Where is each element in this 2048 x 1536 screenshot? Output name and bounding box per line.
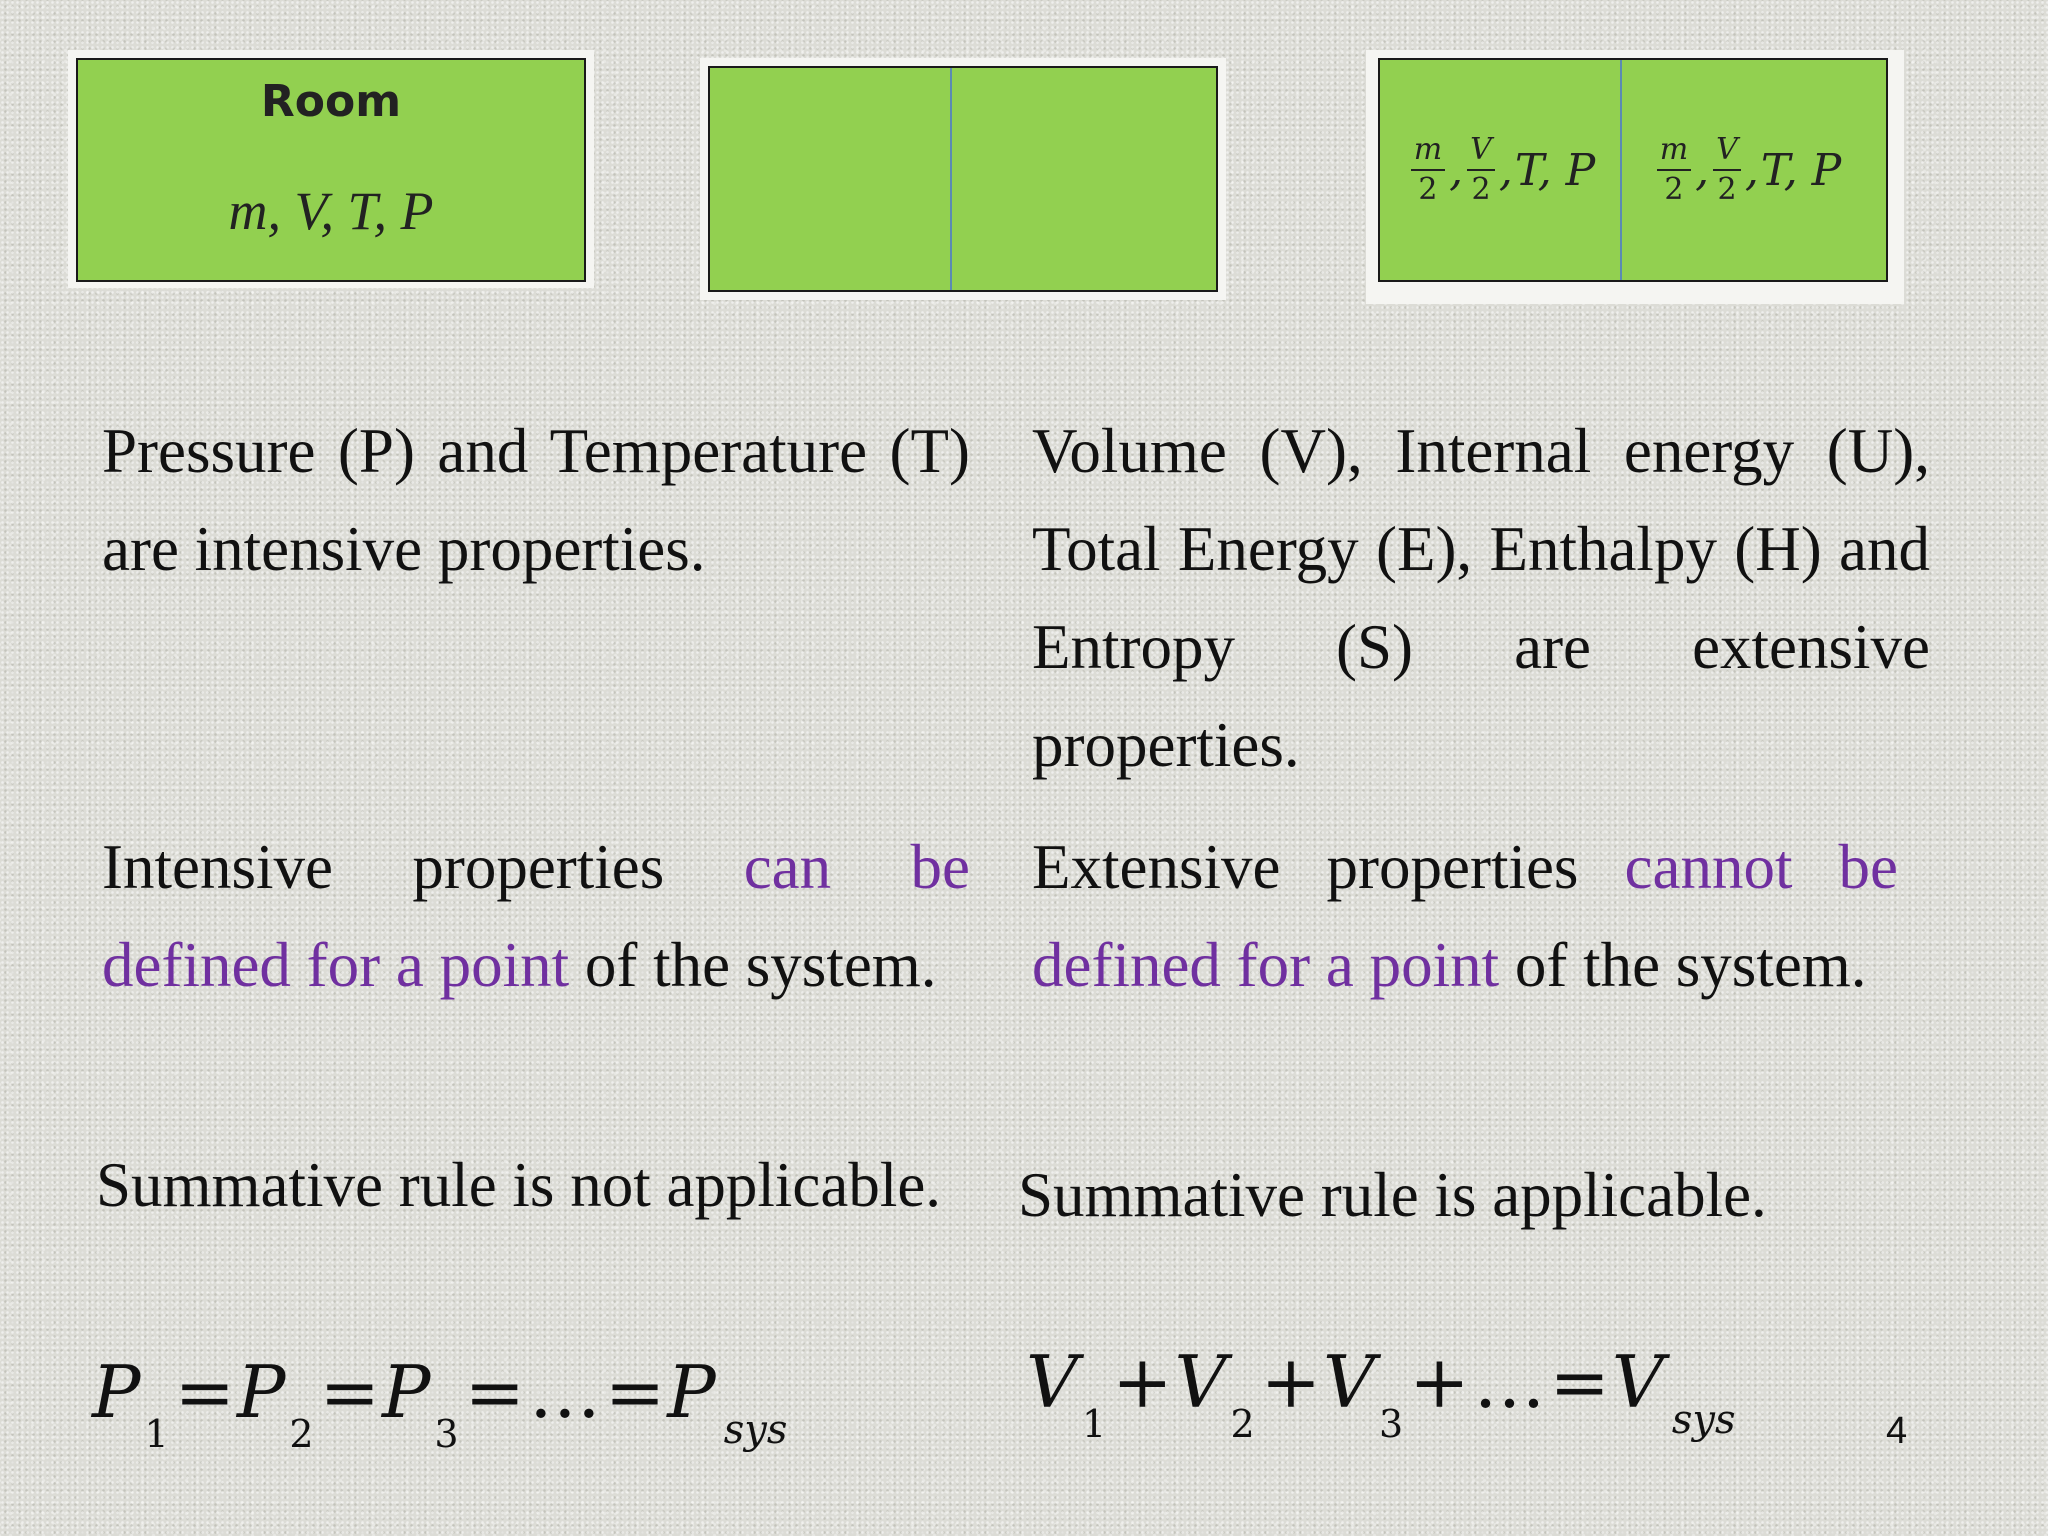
volume-half-fraction: $\frac{V}{2}$ [1467,131,1495,209]
extensive-definition: Volume (V), Internal energy (U), Total Energy (E), Enthalpy (H) and Entropy (S) are extensive properties. [1032,416,1930,780]
right-half-state: $\frac{m}{2}$ , $\frac{V}{2}$ , T, P [1626,60,1870,280]
intensive-summative-rule: Summative rule is not applicable. [96,1150,942,1220]
intensive-definition: Pressure (P) and Temperature (T) are intensive properties. [102,416,970,584]
volume-equation: V $_1$+V $_2$+V $_3$+…=V $_{sys}$ [1026,1340,1736,1446]
halves-divider [1620,60,1622,280]
partition-line [950,68,952,290]
slide-number: 4 [1886,1410,1908,1452]
left-half-state: $\frac{m}{2}$ , $\frac{V}{2}$ , T, P [1380,60,1624,280]
intensive-point-definition: Intensive properties can be defined for a point of the system. [102,832,970,1000]
extensive-summative-rule: Summative rule is applicable. [1018,1160,1767,1230]
right-half-tail: T, P [1760,144,1842,196]
volume-half-fraction: $\frac{V}{2}$ [1713,131,1741,209]
room-label: Room [260,76,402,127]
mass-half-fraction: $\frac{m}{2}$ [1411,131,1445,209]
mass-half-fraction: $\frac{m}{2}$ [1657,131,1691,209]
intensive-highlight: can be defined for a point [102,832,970,1000]
partitioned-room-box [708,66,1218,292]
left-half-tail: T, P [1514,144,1596,196]
halved-room-box [1378,58,1888,282]
extensive-highlight: cannot be defined for a point [1032,832,1899,1000]
pressure-equation: P $_1$=P $_2$=P $_3$=…=P $_{sys}$ [92,1350,788,1456]
extensive-point-definition: Extensive properties cannot be defined for a point of the system. [1032,832,1899,1000]
room-box [76,58,586,282]
room-variables: m, V, T, P [228,181,434,241]
